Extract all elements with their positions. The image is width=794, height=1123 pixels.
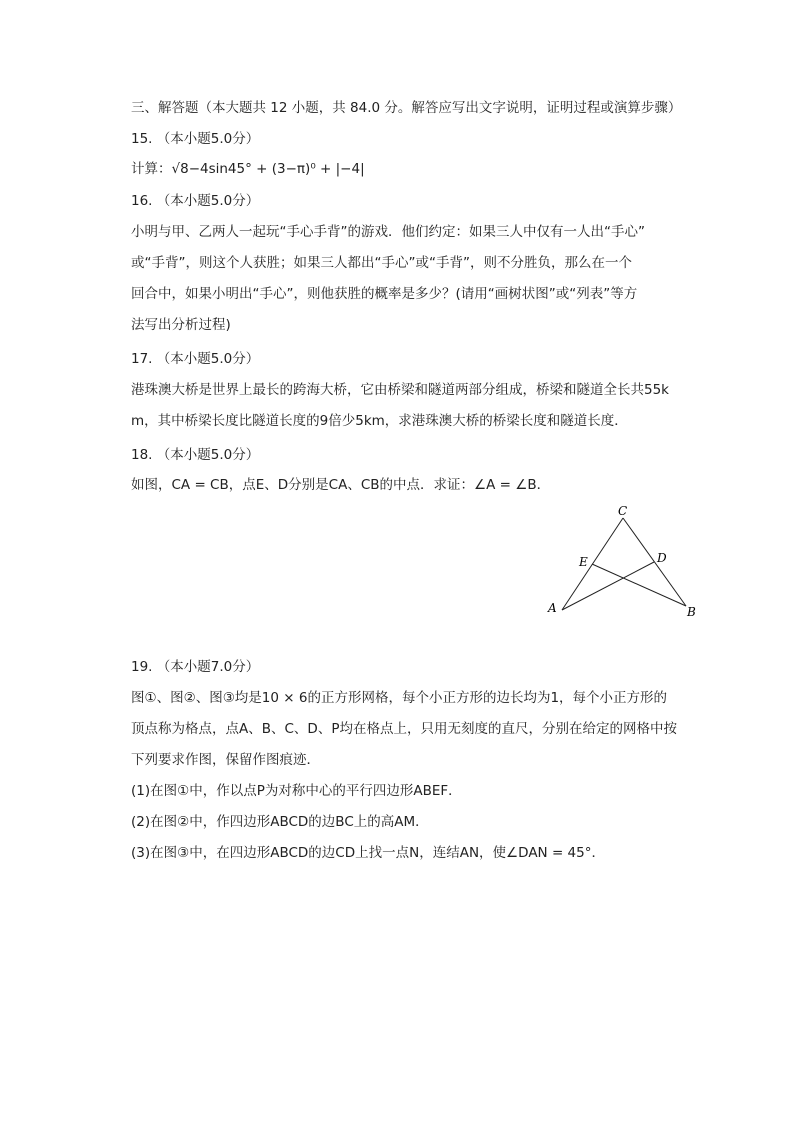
label-a: A [548,601,557,615]
label-c: C [618,504,628,518]
segment-cb [623,518,686,606]
q15-number: 15. （本小题5.0分） [131,131,260,147]
section-title: 三、解答题（本大题共 12 小题，共 84.0 分。解答应写出文字说明，证明过程或演算步骤） [131,100,682,116]
q16-line: 法写出分析过程) [131,317,231,333]
exam-page [131,98,691,495]
q19-line: (3)在图③中，在四边形ABCD的边CD上找一点N，连结AN，使∠DAN = 45°． [131,845,605,861]
q16-line: 回合中，如果小明出“手心”，则他获胜的概率是多少？(请用“画树状图”或“列表”等方 [131,286,638,302]
q18-text: 如图，CA = CB，点E、D分别是CA、CB的中点．求证：∠A = ∠B． [131,477,551,493]
q17-body [131,375,691,437]
q19-line: 下列要求作图，保留作图痕迹． [131,752,320,768]
q19-block [131,657,701,869]
q19-line: (1)在图①中，作以点P为对称中心的平行四边形ABEF． [131,783,462,799]
q19-line: (2)在图②中，作四边形ABCD的边BC上的高AM． [131,814,429,830]
q17-line: 港珠澳大桥是世界上最长的跨海大桥，它由桥梁和隧道两部分组成，桥梁和隧道全长共55k [131,382,669,398]
label-e: E [579,555,588,569]
q19-line: 图①、图②、图③均是10 × 6的正方形网格，每个小正方形的边长均为1，每个小正方形的 [131,690,668,706]
q18-number: 18. （本小题5.0分） [131,447,260,463]
q16-body [131,217,691,341]
q17-number: 17. （本小题5.0分） [131,351,260,367]
q16-line: 小明与甲、乙两人一起玩“手心手背”的游戏．他们约定：如果三人中仅有一人出“手心” [131,224,645,240]
triangle-figure [540,500,710,625]
q17-line: m，其中桥梁长度比隧道长度的9倍少5km，求港珠澳大桥的桥梁长度和隧道长度． [131,413,628,429]
q15-text: 计算：√8−4sin45° + (3−π)⁰ + |−4| [131,161,365,177]
q19-line: 顶点称为格点，点A、B、C、D、P均在格点上，只用无刻度的直尺，分别在给定的网格中按 [131,721,677,737]
q19-number: 19. （本小题7.0分） [131,659,260,675]
label-b: B [687,605,696,619]
label-d: D [657,551,667,565]
q16-number: 16. （本小题5.0分） [131,193,260,209]
q16-line: 或“手背”，则这个人获胜；如果三人都出“手心”或“手背”，则不分胜负，那么在一个 [131,255,632,271]
